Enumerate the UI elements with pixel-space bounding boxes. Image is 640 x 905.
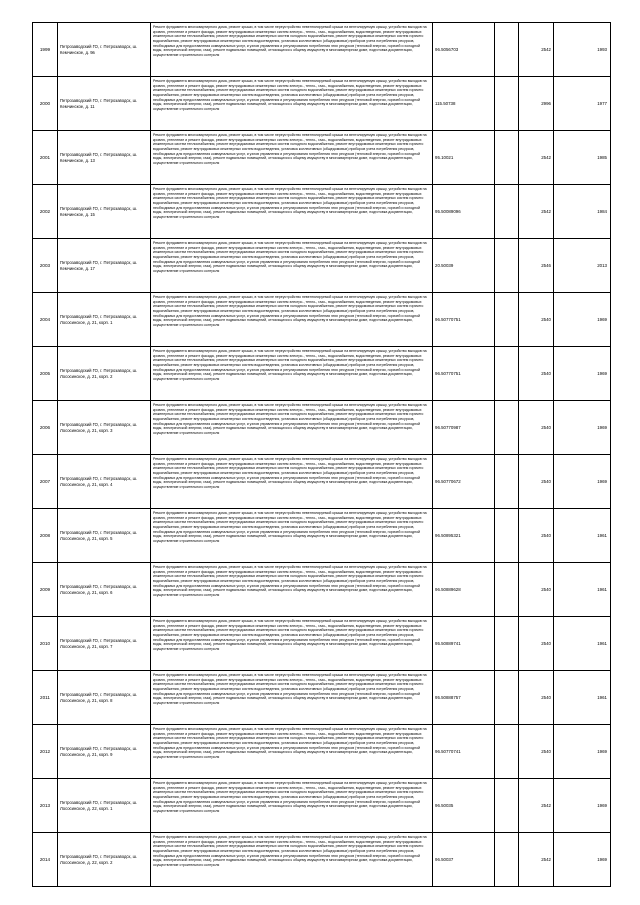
cadastral-value-cell: 2540 [519, 563, 554, 617]
area-cell: 96.50035 [433, 779, 495, 833]
work-description-cell: Ремонт фундамента многоквартирного дома, ремонт крыши, в том числе переустройство невентилируемой крыши на вентилируемую крышу, устройство выходов на кровлю, утепление и ремонт фасада, ремонт внутридомовых инженерных систем электро-, тепло-, газо-, водоснабжения, водоотведения, ремонт внутридомовых инженерных систем теплоснабжения, ремонт внутридомовых инженерных систем холодного водоснабжения, ремонт внутридомовых инженерных систем горячего водоснабжения, ремонт внутридомовых инженерных систем водоотведения, установка коллективных (общедомовых) приборов учета потребления ресурсов, необходимых для предоставления коммунальных услуг, и узлов управления и регулирования потребления этих ресурсов (тепловой энергии, горячей и холодной воды, электрической энергии, газа), ремонт подвальных помещений, относящихся к общему имуществу в многоквартирном доме, подготовка документации, осуществление строительного контроля [151, 293, 433, 347]
empty-cell [495, 779, 519, 833]
table-row [33, 671, 611, 725]
cadastral-value-cell: 2540 [519, 671, 554, 725]
empty-cell [495, 455, 519, 509]
work-description-cell: Ремонт фундамента многоквартирного дома, ремонт крыши, в том числе переустройство невентилируемой крыши на вентилируемую крышу, устройство выходов на кровлю, утепление и ремонт фасада, ремонт внутридомовых инженерных систем электро-, тепло-, газо-, водоснабжения, водоотведения, ремонт внутридомовых инженерных систем теплоснабжения, ремонт внутридомовых инженерных систем холодного водоснабжения, ремонт внутридомовых инженерных систем горячего водоснабжения, ремонт внутридомовых инженерных систем водоотведения, установка коллективных (общедомовых) приборов учета потребления ресурсов, необходимых для предоставления коммунальных услуг, и узлов управления и регулирования потребления этих ресурсов (тепловой энергии, горячей и холодной воды, электрической энергии, газа), ремонт подвальных помещений, относящихся к общему имуществу в многоквартирном доме, подготовка документации, осуществление строительного контроля [151, 77, 433, 131]
table-row [33, 455, 611, 509]
work-description-cell: Ремонт фундамента многоквартирного дома, ремонт крыши, в том числе переустройство невентилируемой крыши на вентилируемую крышу, устройство выходов на кровлю, утепление и ремонт фасада, ремонт внутридомовых инженерных систем электро-, тепло-, газо-, водоснабжения, водоотведения, ремонт внутридомовых инженерных систем теплоснабжения, ремонт внутридомовых инженерных систем холодного водоснабжения, ремонт внутридомовых инженерных систем горячего водоснабжения, ремонт внутридомовых инженерных систем водоотведения, установка коллективных (общедомовых) приборов учета потребления ресурсов, необходимых для предоставления коммунальных услуг, и узлов управления и регулирования потребления этих ресурсов (тепловой энергии, горячей и холодной воды, электрической энергии, газа), ремонт подвальных помещений, относящихся к общему имуществу в многоквартирном доме, подготовка документации, осуществление строительного контроля [151, 671, 433, 725]
year-cell: 1961 [554, 563, 611, 617]
work-description-cell: Ремонт фундамента многоквартирного дома, ремонт крыши, в том числе переустройство невентилируемой крыши на вентилируемую крышу, устройство выходов на кровлю, утепление и ремонт фасада, ремонт внутридомовых инженерных систем электро-, тепло-, газо-, водоснабжения, водоотведения, ремонт внутридомовых инженерных систем теплоснабжения, ремонт внутридомовых инженерных систем холодного водоснабжения, ремонт внутридомовых инженерных систем горячего водоснабжения, ремонт внутридомовых инженерных систем водоотведения, установка коллективных (общедомовых) приборов учета потребления ресурсов, необходимых для предоставления коммунальных услуг, и узлов управления и регулирования потребления этих ресурсов (тепловой энергии, горячей и холодной воды, электрической энергии, газа), ремонт подвальных помещений, относящихся к общему имуществу в многоквартирном доме, подготовка документации, осуществление строительного контроля [151, 347, 433, 401]
cadastral-value-cell: 2542 [519, 23, 554, 77]
year-cell: 1961 [554, 509, 611, 563]
empty-cell [495, 563, 519, 617]
cadastral-value-cell: 2540 [519, 455, 554, 509]
row-number: 2005 [33, 347, 58, 401]
row-number: 2013 [33, 779, 58, 833]
cadastral-value-cell: 2540 [519, 401, 554, 455]
area-cell: 95.50889741 [433, 617, 495, 671]
work-description-cell: Ремонт фундамента многоквартирного дома, ремонт крыши, в том числе переустройство невентилируемой крыши на вентилируемую крышу, устройство выходов на кровлю, утепление и ремонт фасада, ремонт внутридомовых инженерных систем электро-, тепло-, газо-, водоснабжения, водоотведения, ремонт внутридомовых инженерных систем теплоснабжения, ремонт внутридомовых инженерных систем холодного водоснабжения, ремонт внутридомовых инженерных систем горячего водоснабжения, ремонт внутридомовых инженерных систем водоотведения, установка коллективных (общедомовых) приборов учета потребления ресурсов, необходимых для предоставления коммунальных услуг, и узлов управления и регулирования потребления этих ресурсов (тепловой энергии, горячей и холодной воды, электрической энергии, газа), ремонт подвальных помещений, относящихся к общему имуществу в многоквартирном доме, подготовка документации, осуществление строительного контроля [151, 725, 433, 779]
address-cell: Петрозаводский ГО, г. Петрозаводск, ш. Кемчинское, д. 17 [58, 239, 151, 293]
row-number: 1999 [33, 23, 58, 77]
empty-cell [495, 23, 519, 77]
address-cell: Петрозаводский ГО, г. Петрозаводск, ш. Лососинское, д. 21, корп. 2 [58, 347, 151, 401]
empty-cell [495, 509, 519, 563]
year-cell: 1985 [554, 131, 611, 185]
table-row [33, 131, 611, 185]
area-cell: 20.50039 [433, 239, 495, 293]
year-cell: 1969 [554, 347, 611, 401]
area-cell: 96.50895321 [433, 509, 495, 563]
address-cell: Петрозаводский ГО, г. Петрозаводск, ш. Лососинское, д. 21, корп. 5 [58, 509, 151, 563]
year-cell: 2013 [554, 239, 611, 293]
area-cell: 115.50738 [433, 77, 495, 131]
cadastral-value-cell: 2540 [519, 293, 554, 347]
address-cell: Петрозаводский ГО, г. Петрозаводск, ш. Лососинское, д. 22, корп. 1 [58, 779, 151, 833]
area-cell: 96.50889628 [433, 563, 495, 617]
area-cell: 95.50888757 [433, 671, 495, 725]
address-cell: Петрозаводский ГО, г. Петрозаводск, ш. Лососинское, д. 21, корп. 4 [58, 455, 151, 509]
area-cell: 96.50770987 [433, 401, 495, 455]
year-cell: 1969 [554, 725, 611, 779]
year-cell: 1977 [554, 77, 611, 131]
address-cell: Петрозаводский ГО, г. Петрозаводск, ш. Кемчинское, д. 15 [58, 185, 151, 239]
area-cell: 96.5056703 [433, 23, 495, 77]
cadastral-value-cell: 2540 [519, 725, 554, 779]
empty-cell [495, 131, 519, 185]
row-number: 2003 [33, 239, 58, 293]
year-cell: 1969 [554, 833, 611, 887]
address-cell: Петрозаводский ГО, г. Петрозаводск, ш. Лососинское, д. 21, корп. 9 [58, 725, 151, 779]
work-description-cell: Ремонт фундамента многоквартирного дома, ремонт крыши, в том числе переустройство невентилируемой крыши на вентилируемую крышу, устройство выходов на кровлю, утепление и ремонт фасада, ремонт внутридомовых инженерных систем электро-, тепло-, газо-, водоснабжения, водоотведения, ремонт внутридомовых инженерных систем теплоснабжения, ремонт внутридомовых инженерных систем холодного водоснабжения, ремонт внутридомовых инженерных систем горячего водоснабжения, ремонт внутридомовых инженерных систем водоотведения, установка коллективных (общедомовых) приборов учета потребления ресурсов, необходимых для предоставления коммунальных услуг, и узлов управления и регулирования потребления этих ресурсов (тепловой энергии, горячей и холодной воды, электрической энергии, газа), ремонт подвальных помещений, относящихся к общему имуществу в многоквартирном доме, подготовка документации, осуществление строительного контроля [151, 779, 433, 833]
address-cell: Петрозаводский ГО, г. Петрозаводск, ш. Лососинское, д. 21, корп. 7 [58, 617, 151, 671]
cadastral-value-cell: 2996 [519, 77, 554, 131]
table-body [33, 23, 611, 887]
year-cell: 1969 [554, 779, 611, 833]
area-cell: 96.50037 [433, 833, 495, 887]
cadastral-value-cell: 2540 [519, 617, 554, 671]
table-row [33, 293, 611, 347]
table-row [33, 617, 611, 671]
row-number: 2014 [33, 833, 58, 887]
work-description-cell: Ремонт фундамента многоквартирного дома, ремонт крыши, в том числе переустройство невентилируемой крыши на вентилируемую крышу, устройство выходов на кровлю, утепление и ремонт фасада, ремонт внутридомовых инженерных систем электро-, тепло-, газо-, водоснабжения, водоотведения, ремонт внутридомовых инженерных систем теплоснабжения, ремонт внутридомовых инженерных систем холодного водоснабжения, ремонт внутридомовых инженерных систем горячего водоснабжения, ремонт внутридомовых инженерных систем водоотведения, установка коллективных (общедомовых) приборов учета потребления ресурсов, необходимых для предоставления коммунальных услуг, и узлов управления и регулирования потребления этих ресурсов (тепловой энергии, горячей и холодной воды, электрической энергии, газа), ремонт подвальных помещений, относящихся к общему имуществу в многоквартирном доме, подготовка документации, осуществление строительного контроля [151, 833, 433, 887]
address-cell: Петрозаводский ГО, г. Петрозаводск, ш. Лососинское, д. 21, корп. 6 [58, 563, 151, 617]
work-description-cell: Ремонт фундамента многоквартирного дома, ремонт крыши, в том числе переустройство невентилируемой крыши на вентилируемую крышу, устройство выходов на кровлю, утепление и ремонт фасада, ремонт внутридомовых инженерных систем электро-, тепло-, газо-, водоснабжения, водоотведения, ремонт внутридомовых инженерных систем теплоснабжения, ремонт внутридомовых инженерных систем холодного водоснабжения, ремонт внутридомовых инженерных систем горячего водоснабжения, ремонт внутридомовых инженерных систем водоотведения, установка коллективных (общедомовых) приборов учета потребления ресурсов, необходимых для предоставления коммунальных услуг, и узлов управления и регулирования потребления этих ресурсов (тепловой энергии, горячей и холодной воды, электрической энергии, газа), ремонт подвальных помещений, относящихся к общему имуществу в многоквартирном доме, подготовка документации, осуществление строительного контроля [151, 563, 433, 617]
work-description-cell: Ремонт фундамента многоквартирного дома, ремонт крыши, в том числе переустройство невентилируемой крыши на вентилируемую крышу, устройство выходов на кровлю, утепление и ремонт фасада, ремонт внутридомовых инженерных систем электро-, тепло-, газо-, водоснабжения, водоотведения, ремонт внутридомовых инженерных систем теплоснабжения, ремонт внутридомовых инженерных систем холодного водоснабжения, ремонт внутридомовых инженерных систем горячего водоснабжения, ремонт внутридомовых инженерных систем водоотведения, установка коллективных (общедомовых) приборов учета потребления ресурсов, необходимых для предоставления коммунальных услуг, и узлов управления и регулирования потребления этих ресурсов (тепловой энергии, горячей и холодной воды, электрической энергии, газа), ремонт подвальных помещений, относящихся к общему имуществу в многоквартирном доме, подготовка документации, осуществление строительного контроля [151, 455, 433, 509]
table-row [33, 77, 611, 131]
repair-program-table [32, 22, 611, 887]
area-cell: 96.50770741 [433, 725, 495, 779]
work-description-cell: Ремонт фундамента многоквартирного дома, ремонт крыши, в том числе переустройство невентилируемой крыши на вентилируемую крышу, устройство выходов на кровлю, утепление и ремонт фасада, ремонт внутридомовых инженерных систем электро-, тепло-, газо-, водоснабжения, водоотведения, ремонт внутридомовых инженерных систем теплоснабжения, ремонт внутридомовых инженерных систем холодного водоснабжения, ремонт внутридомовых инженерных систем горячего водоснабжения, ремонт внутридомовых инженерных систем водоотведения, установка коллективных (общедомовых) приборов учета потребления ресурсов, необходимых для предоставления коммунальных услуг, и узлов управления и регулирования потребления этих ресурсов (тепловой энергии, горячей и холодной воды, электрической энергии, газа), ремонт подвальных помещений, относящихся к общему имуществу в многоквартирном доме, подготовка документации, осуществление строительного контроля [151, 509, 433, 563]
table-row [33, 239, 611, 293]
document-page [32, 22, 610, 887]
empty-cell [495, 185, 519, 239]
work-description-cell: Ремонт фундамента многоквартирного дома, ремонт крыши, в том числе переустройство невентилируемой крыши на вентилируемую крышу, устройство выходов на кровлю, утепление и ремонт фасада, ремонт внутридомовых инженерных систем электро-, тепло-, газо-, водоснабжения, водоотведения, ремонт внутридомовых инженерных систем теплоснабжения, ремонт внутридомовых инженерных систем холодного водоснабжения, ремонт внутридомовых инженерных систем горячего водоснабжения, ремонт внутридомовых инженерных систем водоотведения, установка коллективных (общедомовых) приборов учета потребления ресурсов, необходимых для предоставления коммунальных услуг, и узлов управления и регулирования потребления этих ресурсов (тепловой энергии, горячей и холодной воды, электрической энергии, газа), ремонт подвальных помещений, относящихся к общему имуществу в многоквартирном доме, подготовка документации, осуществление строительного контроля [151, 617, 433, 671]
row-number: 2008 [33, 509, 58, 563]
area-cell: 95.10021 [433, 131, 495, 185]
cadastral-value-cell: 2542 [519, 833, 554, 887]
row-number: 2002 [33, 185, 58, 239]
empty-cell [495, 617, 519, 671]
cadastral-value-cell: 2542 [519, 185, 554, 239]
year-cell: 1969 [554, 455, 611, 509]
empty-cell [495, 671, 519, 725]
empty-cell [495, 833, 519, 887]
year-cell: 1984 [554, 185, 611, 239]
area-cell: 96.50770672 [433, 455, 495, 509]
table-row [33, 725, 611, 779]
work-description-cell: Ремонт фундамента многоквартирного дома, ремонт крыши, в том числе переустройство невентилируемой крыши на вентилируемую крышу, устройство выходов на кровлю, утепление и ремонт фасада, ремонт внутридомовых инженерных систем электро-, тепло-, газо-, водоснабжения, водоотведения, ремонт внутридомовых инженерных систем теплоснабжения, ремонт внутридомовых инженерных систем холодного водоснабжения, ремонт внутридомовых инженерных систем горячего водоснабжения, ремонт внутридомовых инженерных систем водоотведения, установка коллективных (общедомовых) приборов учета потребления ресурсов, необходимых для предоставления коммунальных услуг, и узлов управления и регулирования потребления этих ресурсов (тепловой энергии, горячей и холодной воды, электрической энергии, газа), ремонт подвальных помещений, относящихся к общему имуществу в многоквартирном доме, подготовка документации, осуществление строительного контроля [151, 131, 433, 185]
row-number: 2011 [33, 671, 58, 725]
table-row [33, 779, 611, 833]
work-description-cell: Ремонт фундамента многоквартирного дома, ремонт крыши, в том числе переустройство невентилируемой крыши на вентилируемую крышу, устройство выходов на кровлю, утепление и ремонт фасада, ремонт внутридомовых инженерных систем электро-, тепло-, газо-, водоснабжения, водоотведения, ремонт внутридомовых инженерных систем теплоснабжения, ремонт внутридомовых инженерных систем холодного водоснабжения, ремонт внутридомовых инженерных систем горячего водоснабжения, ремонт внутридомовых инженерных систем водоотведения, установка коллективных (общедомовых) приборов учета потребления ресурсов, необходимых для предоставления коммунальных услуг, и узлов управления и регулирования потребления этих ресурсов (тепловой энергии, горячей и холодной воды, электрической энергии, газа), ремонт подвальных помещений, относящихся к общему имуществу в многоквартирном доме, подготовка документации, осуществление строительного контроля [151, 23, 433, 77]
row-number: 2006 [33, 401, 58, 455]
cadastral-value-cell: 2542 [519, 779, 554, 833]
empty-cell [495, 725, 519, 779]
row-number: 2000 [33, 77, 58, 131]
empty-cell [495, 293, 519, 347]
cadastral-value-cell: 2540 [519, 347, 554, 401]
year-cell: 1993 [554, 23, 611, 77]
row-number: 2007 [33, 455, 58, 509]
area-cell: 96.50770751 [433, 347, 495, 401]
row-number: 2009 [33, 563, 58, 617]
year-cell: 1969 [554, 401, 611, 455]
year-cell: 1961 [554, 671, 611, 725]
year-cell: 1969 [554, 293, 611, 347]
address-cell: Петрозаводский ГО, г. Петрозаводск, ш. Лососинское, д. 22, корп. 2 [58, 833, 151, 887]
area-cell: 96.50770751 [433, 293, 495, 347]
table-row [33, 401, 611, 455]
empty-cell [495, 77, 519, 131]
table-row [33, 23, 611, 77]
work-description-cell: Ремонт фундамента многоквартирного дома, ремонт крыши, в том числе переустройство невентилируемой крыши на вентилируемую крышу, устройство выходов на кровлю, утепление и ремонт фасада, ремонт внутридомовых инженерных систем электро-, тепло-, газо-, водоснабжения, водоотведения, ремонт внутридомовых инженерных систем теплоснабжения, ремонт внутридомовых инженерных систем холодного водоснабжения, ремонт внутридомовых инженерных систем горячего водоснабжения, ремонт внутридомовых инженерных систем водоотведения, установка коллективных (общедомовых) приборов учета потребления ресурсов, необходимых для предоставления коммунальных услуг, и узлов управления и регулирования потребления этих ресурсов (тепловой энергии, горячей и холодной воды, электрической энергии, газа), ремонт подвальных помещений, относящихся к общему имуществу в многоквартирном доме, подготовка документации, осуществление строительного контроля [151, 401, 433, 455]
empty-cell [495, 239, 519, 293]
cadastral-value-cell: 2542 [519, 131, 554, 185]
area-cell: 95.50089096 [433, 185, 495, 239]
work-description-cell: Ремонт фундамента многоквартирного дома, ремонт крыши, в том числе переустройство невентилируемой крыши на вентилируемую крышу, устройство выходов на кровлю, утепление и ремонт фасада, ремонт внутридомовых инженерных систем электро-, тепло-, газо-, водоснабжения, водоотведения, ремонт внутридомовых инженерных систем теплоснабжения, ремонт внутридомовых инженерных систем холодного водоснабжения, ремонт внутридомовых инженерных систем горячего водоснабжения, ремонт внутридомовых инженерных систем водоотведения, установка коллективных (общедомовых) приборов учета потребления ресурсов, необходимых для предоставления коммунальных услуг, и узлов управления и регулирования потребления этих ресурсов (тепловой энергии, горячей и холодной воды, электрической энергии, газа), ремонт подвальных помещений, относящихся к общему имуществу в многоквартирном доме, подготовка документации, осуществление строительного контроля [151, 185, 433, 239]
address-cell: Петрозаводский ГО, г. Петрозаводск, ш. Кемчинское, д. 11 [58, 77, 151, 131]
empty-cell [495, 401, 519, 455]
address-cell: Петрозаводский ГО, г. Петрозаводск, ш. Кемчинское, д. 13 [58, 131, 151, 185]
empty-cell [495, 347, 519, 401]
table-row [33, 833, 611, 887]
row-number: 2012 [33, 725, 58, 779]
address-cell: Петрозаводский ГО, г. Петрозаводск, ш. Лососинское, д. 21, корп. 3 [58, 401, 151, 455]
address-cell: Петрозаводский ГО, г. Петрозаводск, ш. Лососинское, д. 21, корп. 1 [58, 293, 151, 347]
cadastral-value-cell: 2540 [519, 509, 554, 563]
table-row [33, 347, 611, 401]
row-number: 2004 [33, 293, 58, 347]
address-cell: Петрозаводский ГО, г. Петрозаводск, ш. Кемчинское, д. 9в [58, 23, 151, 77]
table-row [33, 563, 611, 617]
year-cell: 1961 [554, 617, 611, 671]
address-cell: Петрозаводский ГО, г. Петрозаводск, ш. Лососинское, д. 21, корп. 8 [58, 671, 151, 725]
table-row [33, 185, 611, 239]
row-number: 2001 [33, 131, 58, 185]
table-row [33, 509, 611, 563]
cadastral-value-cell: 2546 [519, 239, 554, 293]
row-number: 2010 [33, 617, 58, 671]
work-description-cell: Ремонт фундамента многоквартирного дома, ремонт крыши, в том числе переустройство невентилируемой крыши на вентилируемую крышу, устройство выходов на кровлю, утепление и ремонт фасада, ремонт внутридомовых инженерных систем электро-, тепло-, газо-, водоснабжения, водоотведения, ремонт внутридомовых инженерных систем теплоснабжения, ремонт внутридомовых инженерных систем холодного водоснабжения, ремонт внутридомовых инженерных систем горячего водоснабжения, ремонт внутридомовых инженерных систем водоотведения, установка коллективных (общедомовых) приборов учета потребления ресурсов, необходимых для предоставления коммунальных услуг, и узлов управления и регулирования потребления этих ресурсов (тепловой энергии, горячей и холодной воды, электрической энергии, газа), ремонт подвальных помещений, относящихся к общему имуществу в многоквартирном доме, подготовка документации, осуществление строительного контроля [151, 239, 433, 293]
